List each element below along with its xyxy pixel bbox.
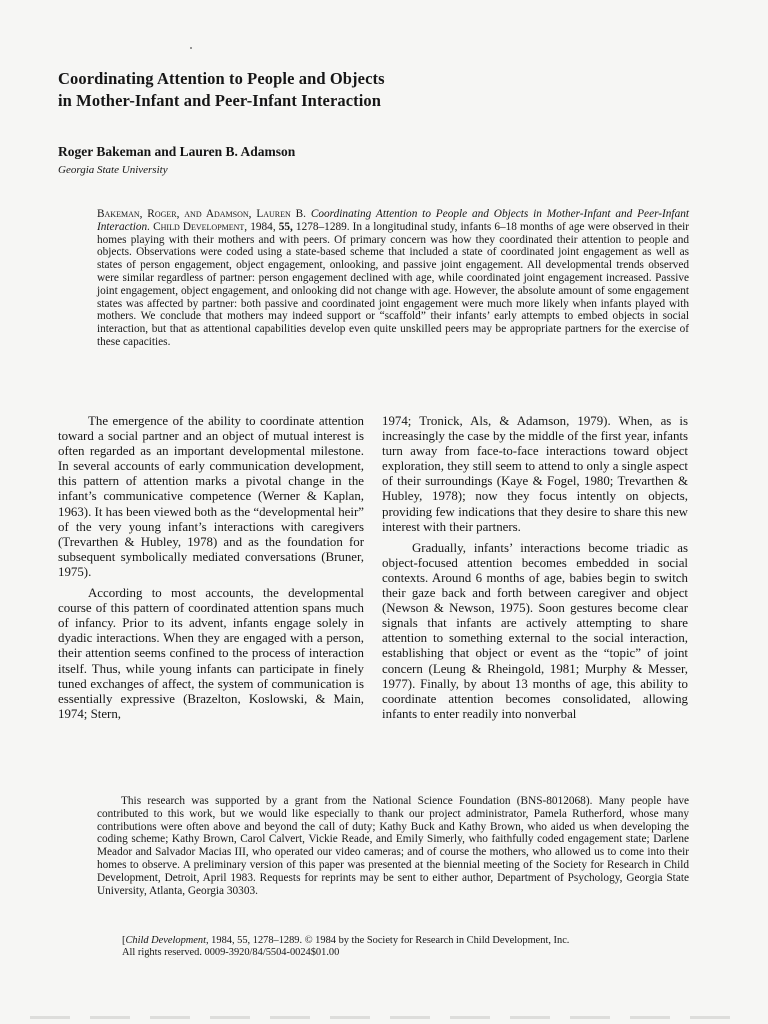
scan-bottom-edge	[30, 1016, 730, 1019]
body-paragraph: 1974; Tronick, Als, & Adamson, 1979). When, as is increasingly the case by the middle of the first year, infants turn away from face-to-face interactions toward object exploration, they still seem to attend to only a single aspect of their surroundings (Kaye & Fogel, 1980; Trevarthen & Hubley, 1978); now they focus intently on objects, providing few indications that they desire to share this new interest with their partners.	[382, 414, 688, 534]
citation-line-1: [Child Development, 1984, 55, 1278–1289. © 1984 by the Society for Research in Child Development, Inc.	[122, 935, 570, 946]
acknowledgment-footnote	[97, 795, 689, 897]
abstract-authors: Bakeman, Roger, and Adamson, Lauren B.	[97, 208, 306, 220]
body-column-right	[382, 414, 688, 722]
article-title-line-2: in Mother-Infant and Peer-Infant Interaction	[58, 91, 382, 110]
citation-rights: All rights reserved. 0009-3920/84/5504-0024$01.00	[122, 947, 340, 959]
scan-speck	[190, 47, 192, 49]
article-title	[58, 68, 718, 112]
abstract-journal: Child Development,	[153, 220, 248, 233]
body-paragraph: The emergence of the ability to coordinate attention toward a social partner and an object of mutual interest is often regarded as an important developmental milestone. In several accounts of early communication development, this pattern of attention marks a pivotal change in the infant’s communicative competence (Werner & Kaplan, 1963). It has been viewed both as the “developmental heir” of the very young infant’s interactions with caregivers (Trevarthen & Hubley, 1978) and as the foundation for subsequent symbolically mediated conversations (Bruner, 1975).	[58, 414, 364, 579]
abstract	[97, 208, 689, 349]
citation-block	[122, 935, 688, 960]
citation-journal: Child Development	[125, 935, 206, 946]
article-title-line-1: Coordinating Attention to People and Objects	[58, 69, 385, 88]
abstract-year: 1984,	[250, 220, 276, 233]
abstract-volume: 55,	[278, 220, 293, 233]
abstract-pages: 1278–1289.	[295, 220, 350, 233]
author-affiliation: Georgia State University	[58, 164, 168, 176]
citation-details: , 1984, 55, 1278–1289. © 1984 by the Society for Research in Child Development, Inc.	[205, 935, 570, 946]
abstract-paragraph	[97, 208, 689, 349]
body-paragraph: According to most accounts, the developmental course of this pattern of coordinated attention spans much of infancy. Prior to its advent, infants engage solely in dyadic interactions. When they are engaged with a person, their attention seems confined to the process of interaction itself. Thus, while young infants can participate in finely tuned exchanges of affect, the system of communication is essentially expressive (Brazelton, Koslowski, & Main, 1974; Stern,	[58, 586, 364, 721]
author-names: Roger Bakeman and Lauren B. Adamson	[58, 144, 296, 159]
abstract-body: In a longitudinal study, infants 6–18 months of age were observed in their homes playing with their mothers and with peers. Of primary concern was how they coordinated their attention to people and objects. Observations were coded using a state-based scheme that included a state of coordinated joint engagement as well as states of person engagement, object engagement, onlooking, and passive joint engagement. All developmental trends observed were similar regardless of partner: person engagement declined with age, while coordinated joint engagement increased. Passive joint engagement, object engagement, and onlooking did not change with age. However, the absolute amount of some engagement states was affected by partner: both passive and coordinated joint engagement were much more likely when infants played with mothers. We conclude that mothers may indeed support or “scaffold” their infants’ early attempts to embed objects in social interaction, but that as attentional capabilities develop even quite unskilled peers may be appropriate partners for the exercise of these capacities.	[97, 220, 690, 348]
body-paragraph: Gradually, infants’ interactions become triadic as object-focused attention becomes embedded in social contexts. Around 6 months of age, babies begin to switch their gaze back and forth between caregiver and object (Newson & Newson, 1975). Soon gestures become clear signals that infants are actively attempting to share attention to something external to the social interaction, establishing that object or event as the “topic” of joint concern (Leung & Rheingold, 1981; Murphy & Messer, 1977). Finally, by about 13 months of age, this ability to coordinate attention becomes consolidated, allowing infants to enter readily into nonverbal	[382, 540, 688, 721]
body-column-left	[58, 414, 364, 722]
abstract-article-title: Coordinating Attention to People and Objects in Mother-Infant and Peer-Infant Interaction.	[97, 208, 690, 233]
footnote-text: This research was supported by a grant from the National Science Foundation (BNS-8012068). Many people have contributed to this work, but we would like especially to thank our project administrator, Pamela Rutherford, whose many contributions were often above and beyond the call of duty; Kathy Buck and Kathy Brown, who aided us when developing the coding scheme; Kathy Brown, Carol Calvert, Vickie Reade, and Emily Simerly, who faithfully coded engagement state; Darlene Meador and Salvador Macias III, who operated our video cameras; and of course the mothers, who allowed us to come into their homes to observe. A preliminary version of this paper was presented at the biennial meeting of the Society for Research in Child Development, Detroit, April 1983. Requests for reprints may be sent to either author, Department of Psychology, Georgia State University, Atlanta, Georgia 30303.	[97, 795, 689, 897]
